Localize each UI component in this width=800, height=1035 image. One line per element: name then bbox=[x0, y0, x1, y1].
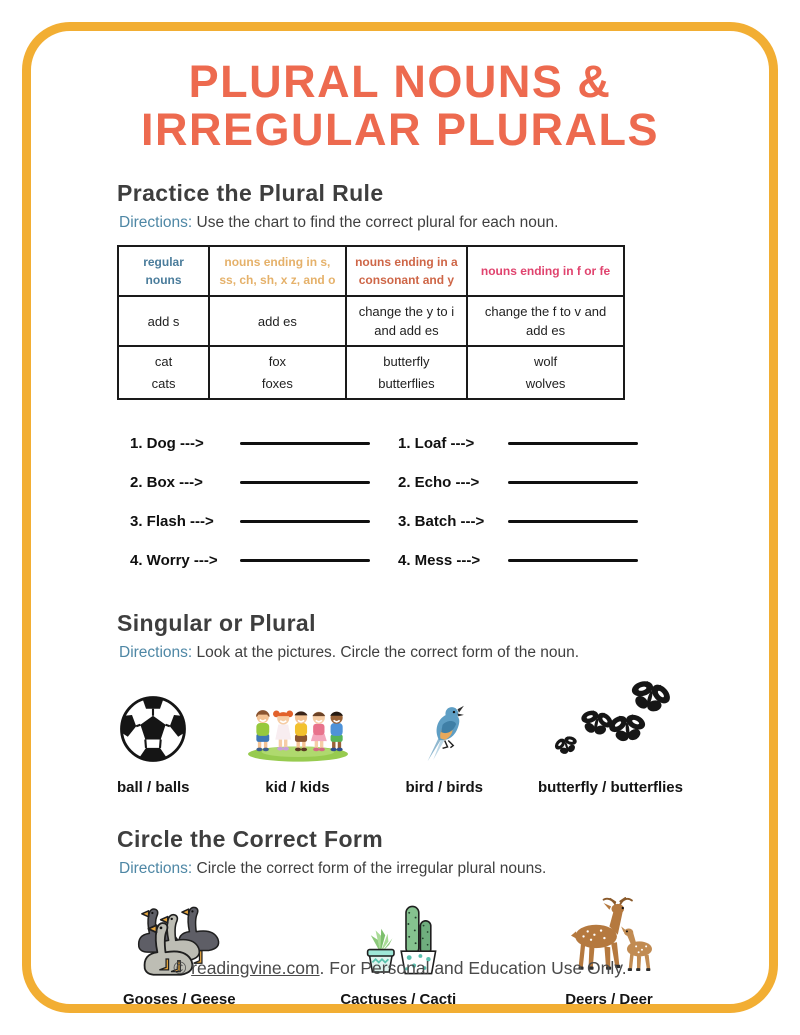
practice-heading: Practice the Plural Rule bbox=[117, 180, 384, 207]
answer-blank-line bbox=[240, 442, 370, 446]
answer-blank-line bbox=[240, 559, 370, 563]
figure-caption: Deers / Deer bbox=[565, 991, 653, 1009]
exercise-item-box bbox=[130, 463, 370, 502]
kids-group-image bbox=[245, 688, 351, 769]
exercise-item-worry bbox=[130, 541, 370, 580]
header-nouns-s-es: nouns ending in s, ss, ch, sh, x z, and o bbox=[209, 246, 346, 296]
exercise-label: 1. Dog ---> bbox=[130, 435, 204, 453]
figure-caption: ball / balls bbox=[117, 779, 190, 797]
example-cell bbox=[467, 346, 624, 399]
figure-caption: Cactuses / Cacti bbox=[340, 991, 457, 1009]
section-singular-or-plural bbox=[117, 610, 683, 796]
figure-ball bbox=[117, 694, 190, 796]
header-regular-nouns: regular nouns bbox=[118, 246, 209, 296]
example-cell bbox=[346, 346, 467, 399]
title-line-2: IRREGULAR PLURALS bbox=[141, 104, 659, 156]
header-nouns-f-fe: nouns ending in f or fe bbox=[467, 246, 624, 296]
figure-cacti bbox=[340, 900, 456, 1008]
title-line-1: PLURAL NOUNS & bbox=[188, 56, 612, 107]
figure-bird bbox=[405, 700, 483, 796]
example-cell bbox=[209, 346, 346, 399]
answer-blank-line bbox=[240, 481, 370, 485]
worksheet-title bbox=[117, 58, 683, 154]
example-singular: butterfly bbox=[383, 354, 430, 370]
figure-geese bbox=[123, 892, 236, 1008]
singular-plural-heading: Singular or Plural bbox=[117, 610, 316, 637]
table-example-row bbox=[118, 346, 624, 399]
figure-caption: kid / kids bbox=[265, 779, 330, 797]
exercise-label: 4. Mess ---> bbox=[398, 552, 481, 570]
exercise-label: 4. Worry ---> bbox=[130, 552, 218, 570]
bluebird-image bbox=[419, 700, 469, 769]
example-cell bbox=[118, 346, 209, 399]
exercise-item-dog bbox=[130, 424, 370, 463]
table-rule-row bbox=[118, 296, 624, 346]
table-header-row bbox=[118, 246, 624, 296]
butterflies-image bbox=[550, 676, 670, 769]
answer-blank-line bbox=[240, 520, 370, 524]
directions-label: Directions: bbox=[119, 860, 193, 878]
example-plural: foxes bbox=[261, 375, 293, 391]
example-singular: wolf bbox=[534, 354, 558, 370]
section-practice-plural-rule bbox=[117, 180, 683, 580]
rule-cell: add es bbox=[209, 296, 346, 346]
answer-blank-line bbox=[508, 442, 638, 446]
exercise-label: 2. Box ---> bbox=[130, 474, 203, 492]
readingvine-link[interactable]: readingvine.com bbox=[191, 958, 320, 978]
singular-plural-figures bbox=[117, 676, 683, 796]
exercise-label: 1. Loaf ---> bbox=[398, 435, 475, 453]
exercise-item-echo bbox=[398, 463, 638, 502]
figure-caption: butterfly / butterflies bbox=[537, 779, 683, 797]
figure-caption: bird / birds bbox=[405, 779, 483, 797]
exercise-label: 3. Flash ---> bbox=[130, 513, 214, 531]
example-plural: butterflies bbox=[378, 375, 435, 391]
example-plural: cats bbox=[151, 375, 176, 391]
singular-plural-directions bbox=[119, 644, 683, 662]
example-singular: cat bbox=[154, 354, 173, 370]
worksheet-content bbox=[117, 28, 683, 1008]
footer-copyright bbox=[0, 958, 800, 979]
exercise-item-loaf bbox=[398, 424, 638, 463]
exercise-item-flash bbox=[130, 502, 370, 541]
practice-directions bbox=[119, 214, 683, 232]
directions-label: Directions: bbox=[119, 644, 193, 662]
figure-kids bbox=[245, 688, 351, 796]
directions-text: Circle the correct form of the irregular plural nouns. bbox=[196, 860, 547, 878]
directions-label: Directions: bbox=[119, 214, 193, 232]
answer-blank-line bbox=[508, 559, 638, 563]
figure-butterflies bbox=[538, 676, 683, 796]
figure-caption: Gooses / Geese bbox=[123, 991, 236, 1009]
circle-correct-figures bbox=[117, 892, 683, 1008]
rule-cell: change the f to v and add es bbox=[467, 296, 624, 346]
answer-blank-line bbox=[508, 481, 638, 485]
directions-text: Use the chart to find the correct plural for each noun. bbox=[196, 214, 559, 232]
section-circle-correct-form bbox=[117, 826, 683, 1008]
soccer-ball-image bbox=[118, 694, 188, 769]
exercise-label: 2. Echo ---> bbox=[398, 474, 480, 492]
header-nouns-consonant-y: nouns ending in a consonant and y bbox=[346, 246, 467, 296]
rule-cell: change the y to i and add es bbox=[346, 296, 467, 346]
directions-text: Look at the pictures. Circle the correct form of the noun. bbox=[196, 644, 580, 662]
circle-correct-heading: Circle the Correct Form bbox=[117, 826, 384, 853]
rule-cell: add s bbox=[118, 296, 209, 346]
example-plural: wolves bbox=[525, 375, 566, 391]
plural-rules-table bbox=[117, 245, 625, 400]
figure-deer bbox=[561, 896, 657, 1008]
exercise-item-batch bbox=[398, 502, 638, 541]
answer-blank-line bbox=[508, 520, 638, 524]
copyright-suffix: . For Personal and Education Use Only. bbox=[319, 958, 627, 978]
plural-exercises bbox=[130, 424, 683, 580]
exercise-label: 3. Batch ---> bbox=[398, 513, 485, 531]
exercise-item-mess bbox=[398, 541, 638, 580]
copyright-prefix: © bbox=[173, 958, 192, 978]
example-singular: fox bbox=[268, 354, 287, 370]
circle-correct-directions bbox=[119, 860, 683, 878]
